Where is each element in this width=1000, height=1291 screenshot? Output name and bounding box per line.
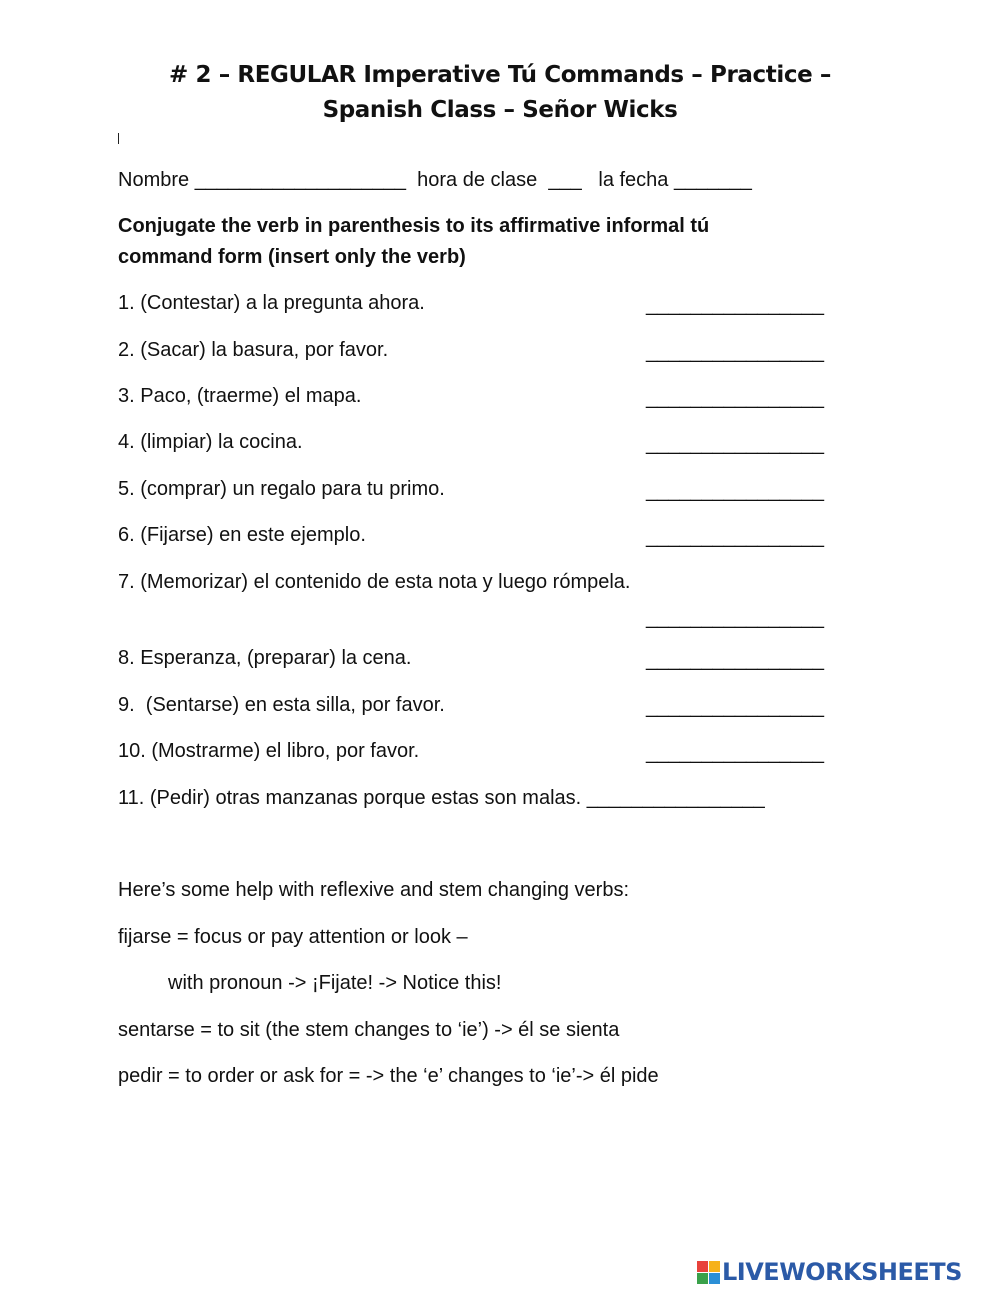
logo-block-red (697, 1261, 708, 1272)
instructions-line-1: Conjugate the verb in parenthesis to its affirmative informal tú (118, 215, 710, 237)
question-1: 1. (Contestar) a la pregunta ahora. (118, 292, 425, 314)
answer-blank-8[interactable]: ________________ (646, 649, 824, 671)
answer-blank-7[interactable]: ________________ (646, 607, 824, 629)
liveworksheets-logo (697, 1254, 962, 1290)
logo-blocks-icon (697, 1261, 720, 1284)
logo-block-yellow (709, 1261, 720, 1272)
question-4: 4. (limpiar) la cocina. (118, 431, 303, 453)
answer-blank-1[interactable]: ________________ (646, 294, 824, 316)
answer-blank-3[interactable]: ________________ (646, 387, 824, 409)
worksheet-title-line-2: Spanish Class – Señor Wicks (322, 97, 678, 123)
answer-blank-10[interactable]: ________________ (646, 742, 824, 764)
help-intro: Here’s some help with reflexive and stem changing verbs: (118, 879, 629, 901)
logo-block-green (697, 1273, 708, 1284)
logo-text: LIVEWORKSHEETS (722, 1258, 962, 1286)
help-sentarse: sentarse = to sit (the stem changes to ‘ie’) -> él se sienta (118, 1019, 620, 1041)
question-10: 10. (Mostrarme) el libro, por favor. (118, 740, 420, 762)
instructions-line-2: command form (insert only the verb) (118, 246, 466, 268)
question-5: 5. (comprar) un regalo para tu primo. (118, 478, 445, 500)
logo-block-blue (709, 1273, 720, 1284)
student-info-line[interactable]: Nombre ___________________ hora de clase ___ la fecha _______ (118, 169, 752, 191)
text-cursor-mark (118, 133, 119, 144)
worksheet-title-line-1: # 2 – REGULAR Imperative Tú Commands – Practice – (169, 62, 831, 88)
question-11[interactable]: 11. (Pedir) otras manzanas porque estas son malas. ________________ (118, 787, 765, 809)
help-pedir: pedir = to order or ask for = -> the ‘e’ changes to ‘ie’-> él pide (118, 1065, 659, 1087)
question-9: 9. (Sentarse) en esta silla, por favor. (118, 694, 445, 716)
answer-blank-9[interactable]: ________________ (646, 696, 824, 718)
answer-blank-5[interactable]: ________________ (646, 480, 824, 502)
help-fijate-example: with pronoun -> ¡Fijate! -> Notice this! (168, 972, 502, 994)
answer-blank-4[interactable]: ________________ (646, 433, 824, 455)
question-2: 2. (Sacar) la basura, por favor. (118, 339, 389, 361)
answer-blank-2[interactable]: ________________ (646, 341, 824, 363)
question-6: 6. (Fijarse) en este ejemplo. (118, 524, 366, 546)
question-3: 3. Paco, (traerme) el mapa. (118, 385, 362, 407)
answer-blank-6[interactable]: ________________ (646, 526, 824, 548)
help-fijarse: fijarse = focus or pay attention or look – (118, 926, 468, 948)
question-8: 8. Esperanza, (preparar) la cena. (118, 647, 412, 669)
question-7: 7. (Memorizar) el contenido de esta nota y luego rómpela. (118, 571, 631, 593)
